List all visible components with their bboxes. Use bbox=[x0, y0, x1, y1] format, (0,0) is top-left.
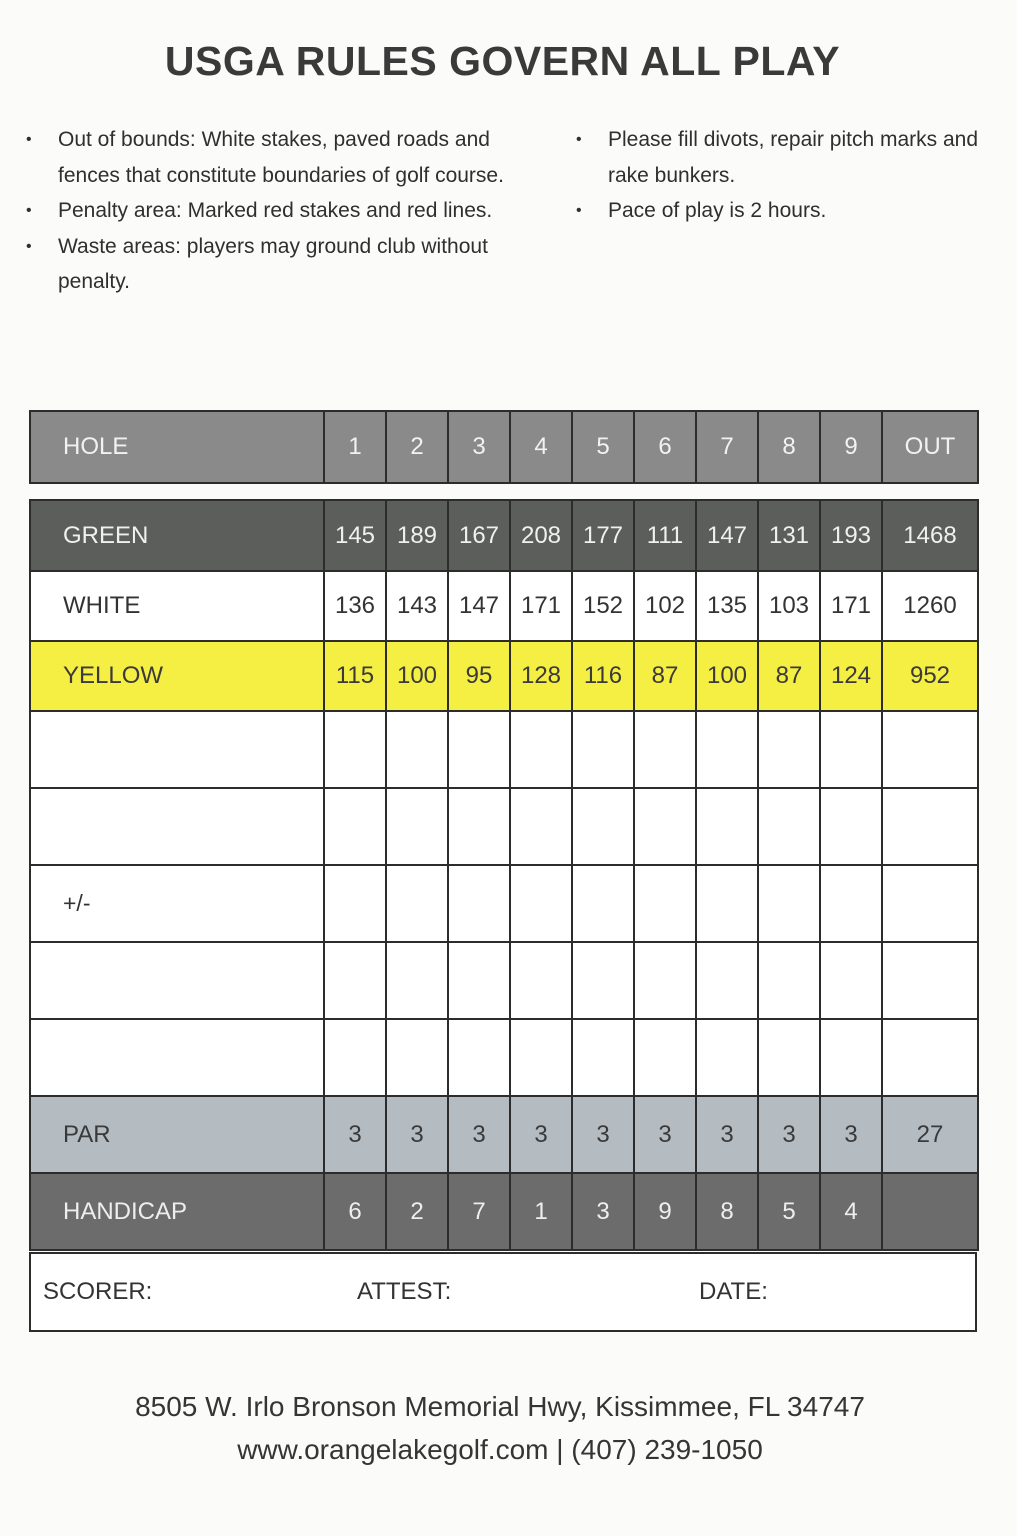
score-cell[interactable] bbox=[448, 865, 510, 942]
rule-text: Please fill divots, repair pitch marks and rake bunkers. bbox=[608, 128, 978, 187]
rules-list-right bbox=[576, 122, 996, 229]
rule-item bbox=[576, 122, 996, 193]
hole-cell-hole-7: 7 bbox=[696, 411, 758, 483]
score-cell[interactable] bbox=[324, 788, 386, 865]
par-row bbox=[30, 1096, 978, 1173]
rule-item bbox=[576, 193, 996, 229]
rule-text: Out of bounds: White stakes, paved roads and fences that constitute boundaries of golf course. bbox=[58, 128, 504, 187]
handicap-cell-hole-2: 2 bbox=[386, 1173, 448, 1250]
hole-row bbox=[30, 411, 978, 483]
score-cell[interactable] bbox=[758, 711, 820, 788]
score-cell[interactable] bbox=[820, 1019, 882, 1096]
handicap-row bbox=[30, 1173, 978, 1250]
score-cell[interactable] bbox=[696, 1019, 758, 1096]
score-cell[interactable] bbox=[634, 942, 696, 1019]
score-cell[interactable] bbox=[448, 942, 510, 1019]
hole-cell-hole-9: 9 bbox=[820, 411, 882, 483]
par-cell-hole-1: 3 bbox=[324, 1096, 386, 1173]
rule-item bbox=[26, 193, 506, 229]
bullet: • bbox=[26, 237, 32, 255]
handicap-cell-hole-7: 8 bbox=[696, 1173, 758, 1250]
yellow-tee-row bbox=[30, 641, 978, 711]
green-cell-hole-3: 167 bbox=[448, 500, 510, 571]
hole-cell-hole-2: 2 bbox=[386, 411, 448, 483]
rules-list-left bbox=[26, 122, 506, 300]
score-cell[interactable] bbox=[882, 711, 978, 788]
yellow-cell-hole-6: 87 bbox=[634, 641, 696, 711]
score-cell[interactable] bbox=[696, 865, 758, 942]
white-cell-hole-5: 152 bbox=[572, 571, 634, 641]
bullet: • bbox=[26, 202, 32, 219]
green-cell-hole-5: 177 bbox=[572, 500, 634, 571]
signature-box bbox=[29, 1252, 977, 1332]
white-cell-hole-6: 102 bbox=[634, 571, 696, 641]
score-cell[interactable] bbox=[882, 942, 978, 1019]
hole-cell-hole-1: 1 bbox=[324, 411, 386, 483]
score-cell[interactable] bbox=[572, 942, 634, 1019]
score-cell[interactable] bbox=[820, 788, 882, 865]
handicap-cell-hole-1: 6 bbox=[324, 1173, 386, 1250]
hole-label: HOLE bbox=[30, 411, 324, 483]
score-cell[interactable] bbox=[448, 1019, 510, 1096]
hole-cell-hole-5: 5 bbox=[572, 411, 634, 483]
score-cell[interactable] bbox=[882, 865, 978, 942]
yellow-cell-out: 952 bbox=[882, 641, 978, 711]
hole-header-table bbox=[29, 410, 979, 484]
green-cell-hole-1: 145 bbox=[324, 500, 386, 571]
player-name-cell[interactable] bbox=[30, 788, 324, 865]
score-cell[interactable] bbox=[324, 1019, 386, 1096]
score-cell[interactable] bbox=[510, 711, 572, 788]
green-cell-hole-8: 131 bbox=[758, 500, 820, 571]
score-cell[interactable] bbox=[324, 942, 386, 1019]
hole-cell-out: OUT bbox=[882, 411, 978, 483]
score-cell[interactable] bbox=[572, 788, 634, 865]
white-cell-out: 1260 bbox=[882, 571, 978, 641]
par-cell-hole-9: 3 bbox=[820, 1096, 882, 1173]
score-cell[interactable] bbox=[634, 865, 696, 942]
green-cell-hole-7: 147 bbox=[696, 500, 758, 571]
score-cell[interactable] bbox=[510, 865, 572, 942]
handicap-cell-hole-5: 3 bbox=[572, 1173, 634, 1250]
yellow-cell-hole-5: 116 bbox=[572, 641, 634, 711]
course-contact: www.orangelakegolf.com | (407) 239-1050 bbox=[237, 1434, 763, 1465]
bullet: • bbox=[26, 131, 32, 148]
rule-item bbox=[26, 122, 506, 193]
green-label: GREEN bbox=[30, 500, 324, 571]
par-cell-hole-2: 3 bbox=[386, 1096, 448, 1173]
score-cell[interactable] bbox=[386, 865, 448, 942]
score-entry-row bbox=[30, 788, 978, 865]
score-cell[interactable] bbox=[324, 865, 386, 942]
score-entry-row bbox=[30, 1019, 978, 1096]
score-cell[interactable] bbox=[572, 711, 634, 788]
score-cell[interactable] bbox=[696, 942, 758, 1019]
score-cell[interactable] bbox=[696, 788, 758, 865]
white-cell-hole-7: 135 bbox=[696, 571, 758, 641]
hole-cell-hole-3: 3 bbox=[448, 411, 510, 483]
player-name-cell[interactable] bbox=[30, 942, 324, 1019]
par-cell-hole-5: 3 bbox=[572, 1096, 634, 1173]
score-cell[interactable] bbox=[634, 1019, 696, 1096]
handicap-cell-out bbox=[882, 1173, 978, 1250]
score-cell[interactable] bbox=[510, 942, 572, 1019]
hole-cell-hole-6: 6 bbox=[634, 411, 696, 483]
score-cell[interactable] bbox=[758, 942, 820, 1019]
score-cell[interactable] bbox=[820, 865, 882, 942]
score-cell[interactable] bbox=[448, 788, 510, 865]
yellow-cell-hole-9: 124 bbox=[820, 641, 882, 711]
handicap-cell-hole-6: 9 bbox=[634, 1173, 696, 1250]
green-tee-row bbox=[30, 500, 978, 571]
green-cell-hole-2: 189 bbox=[386, 500, 448, 571]
score-cell[interactable] bbox=[820, 711, 882, 788]
score-cell[interactable] bbox=[510, 1019, 572, 1096]
score-cell[interactable] bbox=[696, 711, 758, 788]
white-cell-hole-4: 171 bbox=[510, 571, 572, 641]
green-cell-hole-6: 111 bbox=[634, 500, 696, 571]
white-cell-hole-3: 147 bbox=[448, 571, 510, 641]
hole-cell-hole-8: 8 bbox=[758, 411, 820, 483]
rule-text: Penalty area: Marked red stakes and red lines. bbox=[58, 199, 493, 222]
score-cell[interactable] bbox=[634, 711, 696, 788]
handicap-cell-hole-8: 5 bbox=[758, 1173, 820, 1250]
handicap-label: HANDICAP bbox=[30, 1173, 324, 1250]
score-cell[interactable] bbox=[758, 865, 820, 942]
handicap-cell-hole-9: 4 bbox=[820, 1173, 882, 1250]
score-cell[interactable] bbox=[510, 788, 572, 865]
par-cell-out: 27 bbox=[882, 1096, 978, 1173]
par-cell-hole-6: 3 bbox=[634, 1096, 696, 1173]
par-cell-hole-4: 3 bbox=[510, 1096, 572, 1173]
date-label: DATE: bbox=[699, 1278, 768, 1305]
score-cell[interactable] bbox=[882, 788, 978, 865]
score-cell[interactable] bbox=[386, 711, 448, 788]
score-cell[interactable] bbox=[820, 942, 882, 1019]
par-cell-hole-7: 3 bbox=[696, 1096, 758, 1173]
white-cell-hole-2: 143 bbox=[386, 571, 448, 641]
score-cell[interactable] bbox=[758, 1019, 820, 1096]
handicap-cell-hole-3: 7 bbox=[448, 1173, 510, 1250]
green-cell-hole-9: 193 bbox=[820, 500, 882, 571]
score-cell[interactable] bbox=[634, 788, 696, 865]
yellow-cell-hole-3: 95 bbox=[448, 641, 510, 711]
yellow-cell-hole-8: 87 bbox=[758, 641, 820, 711]
score-cell[interactable] bbox=[572, 1019, 634, 1096]
attest-label: ATTEST: bbox=[357, 1278, 452, 1305]
rule-text: Pace of play is 2 hours. bbox=[608, 199, 827, 222]
white-cell-hole-8: 103 bbox=[758, 571, 820, 641]
score-cell[interactable] bbox=[386, 1019, 448, 1096]
scorecard-table bbox=[29, 499, 979, 1251]
white-cell-hole-9: 171 bbox=[820, 571, 882, 641]
bullet: • bbox=[576, 131, 582, 148]
rule-text: Waste areas: players may ground club without penalty. bbox=[58, 234, 488, 293]
white-cell-hole-1: 136 bbox=[324, 571, 386, 641]
score-cell[interactable] bbox=[386, 942, 448, 1019]
score-cell[interactable] bbox=[386, 788, 448, 865]
score-cell[interactable] bbox=[758, 788, 820, 865]
bullet: • bbox=[576, 202, 582, 219]
par-label: PAR bbox=[30, 1096, 324, 1173]
player-name-cell[interactable] bbox=[30, 1019, 324, 1096]
white-tee-row bbox=[30, 571, 978, 641]
player-name-cell[interactable]: +/- bbox=[30, 865, 324, 942]
yellow-cell-hole-7: 100 bbox=[696, 641, 758, 711]
player-name-cell[interactable] bbox=[30, 711, 324, 788]
yellow-cell-hole-1: 115 bbox=[324, 641, 386, 711]
white-label: WHITE bbox=[30, 571, 324, 641]
score-cell[interactable] bbox=[572, 865, 634, 942]
handicap-cell-hole-4: 1 bbox=[510, 1173, 572, 1250]
par-cell-hole-8: 3 bbox=[758, 1096, 820, 1173]
page-title: USGA RULES GOVERN ALL PLAY bbox=[164, 38, 841, 84]
hole-cell-hole-4: 4 bbox=[510, 411, 572, 483]
yellow-cell-hole-2: 100 bbox=[386, 641, 448, 711]
rule-item bbox=[26, 229, 506, 300]
green-cell-hole-4: 208 bbox=[510, 500, 572, 571]
scorer-label: SCORER: bbox=[43, 1278, 153, 1305]
yellow-cell-hole-4: 128 bbox=[510, 641, 572, 711]
green-cell-out: 1468 bbox=[882, 500, 978, 571]
score-cell[interactable] bbox=[448, 711, 510, 788]
score-entry-row bbox=[30, 942, 978, 1019]
par-cell-hole-3: 3 bbox=[448, 1096, 510, 1173]
score-cell[interactable] bbox=[882, 1019, 978, 1096]
course-address: 8505 W. Irlo Bronson Memorial Hwy, Kissimmee, FL 34747 bbox=[135, 1391, 865, 1422]
yellow-label: YELLOW bbox=[30, 641, 324, 711]
score-entry-row bbox=[30, 711, 978, 788]
score-entry-row bbox=[30, 865, 978, 942]
score-cell[interactable] bbox=[324, 711, 386, 788]
